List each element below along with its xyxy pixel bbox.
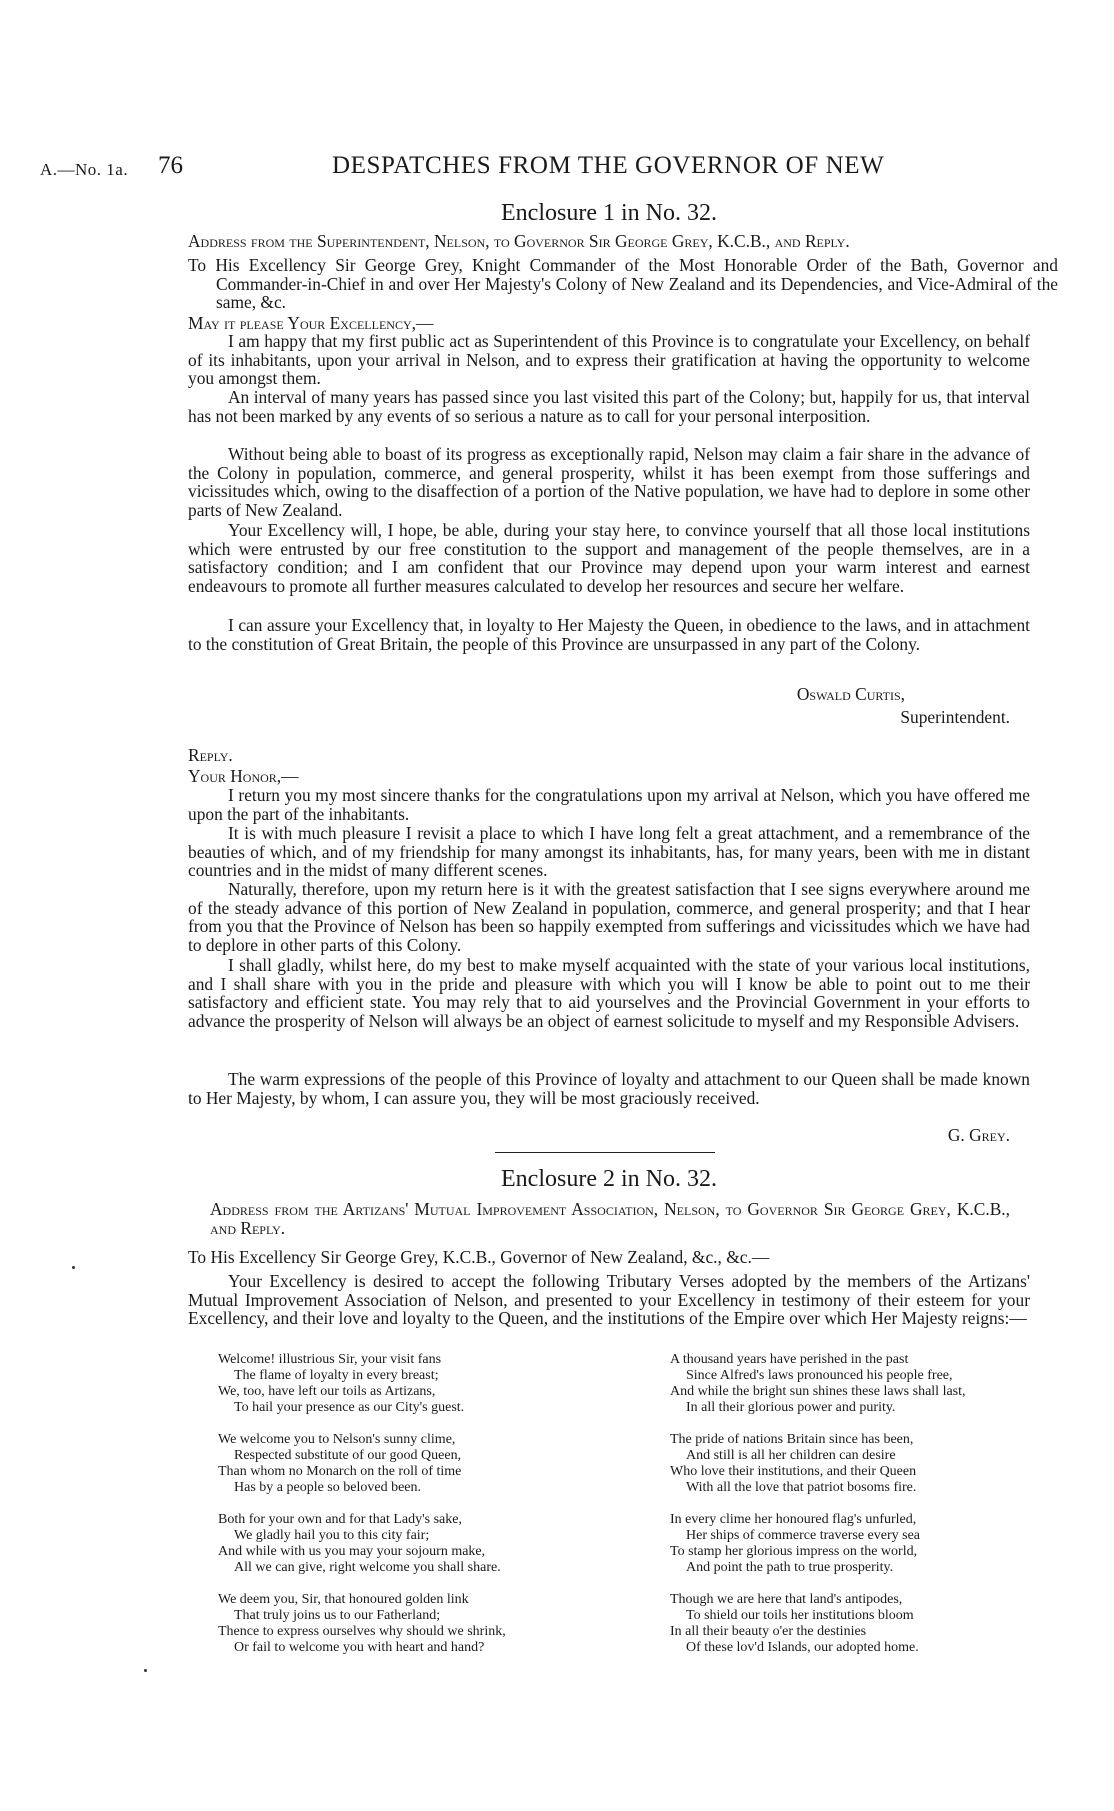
enclosure-2-intro: Your Excellency is desired to accept the following Tributary Verses adopted by the members of the Artizans' Mutual Improvement Association of Nelson, and presented to your Excellency in testimony of their esteem for your Excellency, and their love and loyalty to the Queen, and the institutions of the Empire over which Her Majesty reigns:— <box>188 1271 1030 1329</box>
reply-paragraph: It is with much pleasure I revisit a place to which I have long felt a great attachment, and a remembrance of the beauties of which, and of my friendship for many amongst its inhabitants, has, for many years, been with me in distant countries and in the midst of many different scenes. <box>188 823 1030 881</box>
enclosure-2-subtitle: Address from the Artizans' Mutual Improvement Association, Nelson, to Governor Sir George Grey, K.C.B., and Reply. <box>210 1199 1010 1238</box>
stanza <box>218 1352 608 1416</box>
verse-line: Though we are here that land's antipodes, <box>670 1592 903 1607</box>
stanza <box>218 1512 608 1576</box>
verse-line: All we can give, right welcome you shall share. <box>234 1560 501 1575</box>
verse-line: Who love their institutions, and their Queen <box>670 1464 917 1479</box>
verses-left-column <box>218 1352 608 1672</box>
verses-right-column <box>670 1352 1060 1672</box>
verse-line: And still is all her children can desire <box>686 1448 896 1463</box>
stanza <box>218 1432 608 1496</box>
enclosure-1-subtitle: Address from the Superintendent, Nelson, to Governor Sir George Grey, K.C.B., and Reply. <box>188 231 850 251</box>
enclosure-1-paragraph: I am happy that my first public act as Superintendent of this Province is to congratulate your Excellency, on behalf of its inhabitants, upon your arrival in Nelson, and to express their gratification at having the opportunity to welcome you amongst them. <box>188 331 1030 389</box>
verse-line: Of these lov'd Islands, our adopted home. <box>686 1640 919 1655</box>
print-speck <box>72 1266 75 1269</box>
verse-line: The pride of nations Britain since has been, <box>670 1432 914 1447</box>
verse-line: And point the path to true prosperity. <box>686 1560 894 1575</box>
stanza <box>218 1592 608 1656</box>
reply-paragraph: I return you my most sincere thanks for the congratulations upon my arrival at Nelson, which you have offered me upon the part of the inhabitants. <box>188 785 1030 824</box>
signature-name: Oswald Curtis, <box>796 684 905 704</box>
verse-line: Or fail to welcome you with heart and hand? <box>234 1640 485 1655</box>
enclosure-1-salutation: May it please Your Excellency,— <box>188 313 434 333</box>
stanza <box>670 1432 1060 1496</box>
verse-line: Since Alfred's laws pronounced his people free, <box>686 1368 953 1383</box>
stanza <box>670 1512 1060 1576</box>
stanza <box>670 1592 1060 1656</box>
page-number: 76 <box>158 152 183 179</box>
verse-line: And while the bright sun shines these laws shall last, <box>670 1384 966 1399</box>
running-title: DESPATCHES FROM THE GOVERNOR OF NEW <box>332 152 885 179</box>
enclosure-1-heading: Enclosure 1 in No. 32. <box>501 200 717 226</box>
enclosure-1-paragraph: Your Excellency will, I hope, be able, during your stay here, to convince yourself that all those local institutions which were entrusted by our free constitution to the support and management of the people themselves, are in a satisfactory condition; and I am confident that our Province may depend upon your warm interest and earnest endeavours to promote all further measures calculated to develop her resources and secure her welfare. <box>188 520 1030 596</box>
enclosure-1-paragraph: I can assure your Excellency that, in loyalty to Her Majesty the Queen, in obedience to the laws, and in attachment to the constitution of Great Britain, the people of this Province are unsurpassed in any part of the Colony. <box>188 615 1030 654</box>
reply-heading: Reply. <box>188 745 233 765</box>
verse-line: And while with us you may your sojourn make, <box>218 1544 486 1559</box>
stanza <box>670 1352 1060 1416</box>
tributary-verses <box>218 1352 1018 1687</box>
verse-line: To shield our toils her institutions bloom <box>686 1608 914 1623</box>
enclosure-1-addressee: To His Excellency Sir George Grey, Knight Commander of the Most Honorable Order of the Bath, Governor and Commander-in-Chief in and over Her Majesty's Colony of New Zealand and its Dependencies, and Vice-Admiral of the same, &c. <box>188 255 1058 313</box>
verse-line: In all their beauty o'er the destinies <box>670 1624 867 1639</box>
enclosure-1-paragraph: An interval of many years has passed since you last visited this part of the Colony; but, happily for us, that interval has not been marked by any events of so serious a nature as to call for your personal interposition. <box>188 387 1030 426</box>
enclosure-1-paragraph: Without being able to boast of its progress as exceptionally rapid, Nelson may claim a fair share in the advance of the Colony in population, commerce, and general prosperity, whilst it has been exempt from those sufferings and vicissitudes which, owing to the disaffection of a portion of the Native population, we have had to deplore in some other parts of New Zealand. <box>188 444 1030 520</box>
reply-paragraph: I shall gladly, whilst here, do my best to make myself acquainted with the state of your various local institutions, and I shall share with you in the pride and pleasure with which you will I know be able to point out to me their satisfactory and efficient state. You may rely that to aid yourselves and the Provincial Government in your efforts to advance the prosperity of Nelson will always be an object of earnest solicitude to myself and my Responsible Advisers. <box>188 955 1030 1031</box>
verse-line: A thousand years have perished in the past <box>670 1352 909 1367</box>
verse-line: Welcome! illustrious Sir, your visit fans <box>218 1352 442 1367</box>
reply-paragraph: The warm expressions of the people of this Province of loyalty and attachment to our Queen shall be made known to Her Majesty, by whom, I can assure you, they will be most graciously received. <box>188 1069 1030 1108</box>
verse-line: Both for your own and for that Lady's sake, <box>218 1512 462 1527</box>
verse-line: To stamp her glorious impress on the world, <box>670 1544 918 1559</box>
verse-line: We welcome you to Nelson's sunny clime, <box>218 1432 456 1447</box>
signature-title: Superintendent. <box>900 707 1010 727</box>
verse-line: We deem you, Sir, that honoured golden link <box>218 1592 469 1607</box>
verse-line: In every clime her honoured flag's unfurled, <box>670 1512 917 1527</box>
verse-line: Her ships of commerce traverse every sea <box>686 1528 921 1543</box>
enclosure-2-addressee: To His Excellency Sir George Grey, K.C.B., Governor of New Zealand, &c., &c.— <box>188 1247 770 1267</box>
verse-line: To hail your presence as our City's guest. <box>234 1400 465 1415</box>
reply-paragraph: Naturally, therefore, upon my return here is it with the greatest satisfaction that I see signs everywhere around me of the steady advance of this portion of New Zealand in population, commerce, and general prosperity; and that I hear from you that the Province of Nelson has been so happily exempted from sufferings and vicissitudes which we have had to deplore in other parts of this Colony. <box>188 879 1030 955</box>
verse-line: We gladly hail you to this city fair; <box>234 1528 430 1543</box>
reply-signature: G. Grey. <box>947 1125 1010 1145</box>
verse-line: Than whom no Monarch on the roll of time <box>218 1464 462 1479</box>
print-speck <box>144 1669 147 1672</box>
section-divider <box>495 1152 715 1153</box>
running-header <box>40 152 1080 186</box>
verse-line: Has by a people so beloved been. <box>234 1480 421 1495</box>
verse-line: That truly joins us to our Fatherland; <box>234 1608 441 1623</box>
verse-line: With all the love that patriot bosoms fire. <box>686 1480 917 1495</box>
verse-line: Thence to express ourselves why should we shrink, <box>218 1624 506 1639</box>
verse-line: In all their glorious power and purity. <box>686 1400 896 1415</box>
enclosure-2-heading: Enclosure 2 in No. 32. <box>501 1166 717 1192</box>
verse-line: The flame of loyalty in every breast; <box>234 1368 439 1383</box>
document-reference: A.—No. 1a. <box>40 160 129 179</box>
verse-line: We, too, have left our toils as Artizans, <box>218 1384 436 1399</box>
verse-line: Respected substitute of our good Queen, <box>234 1448 462 1463</box>
reply-salutation: Your Honor,— <box>188 766 299 786</box>
